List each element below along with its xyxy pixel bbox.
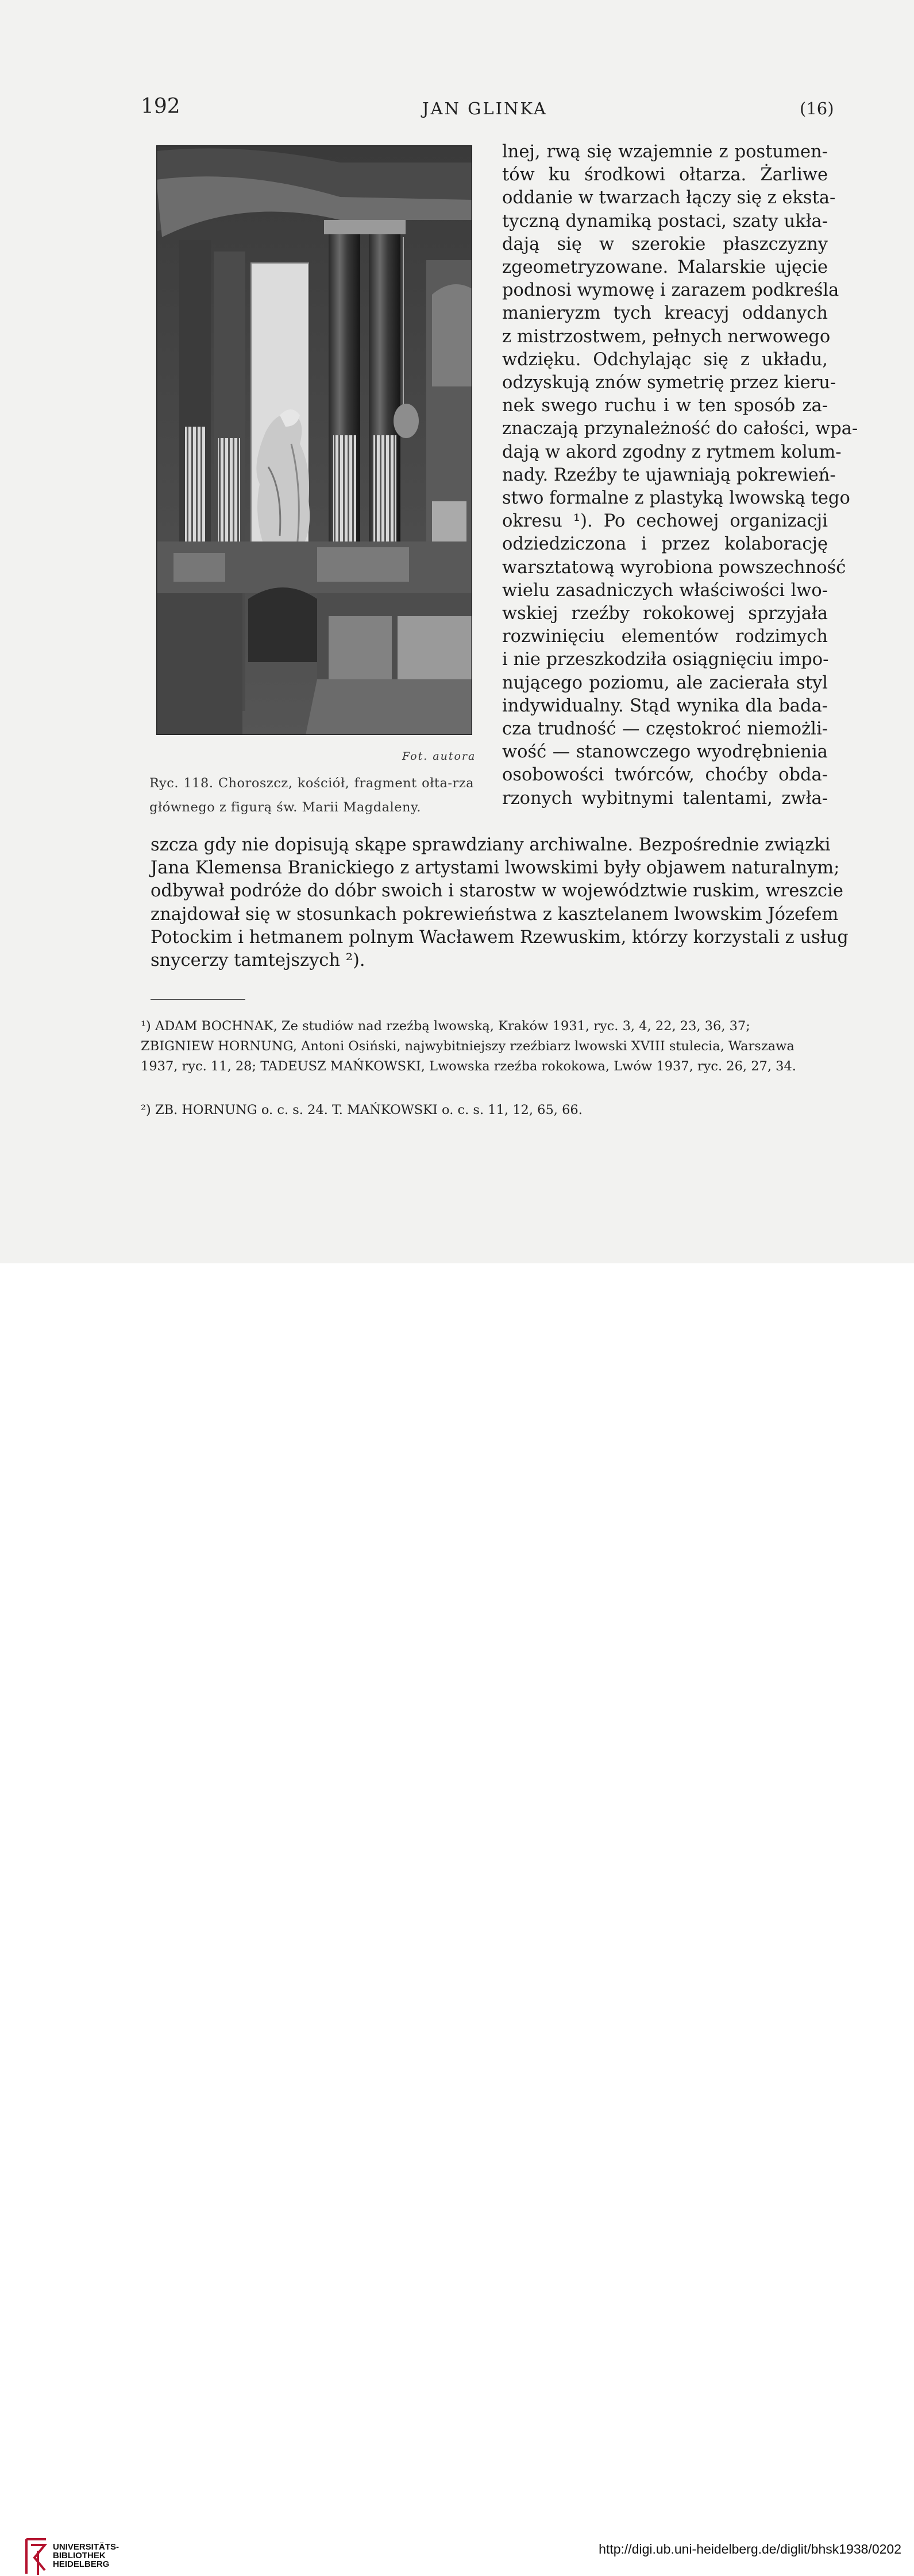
text-line: rozwinięciu elementów rodzimych bbox=[502, 626, 828, 647]
library-footer bbox=[0, 1263, 914, 2569]
library-name-line: HEIDELBERG bbox=[53, 2559, 110, 2569]
text-line: znaczają przynależność do całości, wpa- bbox=[502, 419, 858, 439]
text-line: indywidualny. Stąd wynika dla bada- bbox=[502, 695, 828, 716]
running-head-section: (16) bbox=[800, 99, 834, 118]
text-line: rzonych wybitnymi talentami, zwła- bbox=[502, 788, 828, 809]
text-line: wdzięku. Odchylając się z układu, bbox=[502, 349, 828, 370]
text-line: znajdował się w stosunkach pokrewieństwa z kasztelanem lwowskim Józefem bbox=[151, 904, 839, 925]
text-line: wość — stanowczego wyodrębnienia bbox=[502, 742, 828, 763]
figure-caption: Ryc. 118. Choroszcz, kościół, fragment ołta-rza głównego z figurą św. Marii Magdaleny. bbox=[149, 776, 474, 815]
scanned-page bbox=[0, 0, 914, 1263]
text-line: snycerzy tamtejszych ²). bbox=[151, 950, 365, 971]
text-line: dają się w szerokie płaszczyzny bbox=[502, 234, 828, 254]
library-logo-icon bbox=[23, 2537, 49, 2576]
text-line: odziedziczona i przez kolaborację bbox=[502, 534, 828, 555]
text-line: oddanie w twarzach łączy się z eksta- bbox=[502, 188, 836, 208]
permalink-url[interactable]: http://digi.ub.uni-heidelberg.de/diglit/bhsk1938/0202 bbox=[599, 2542, 901, 2556]
text-line: z mistrzostwem, pełnych nerwowego bbox=[502, 326, 831, 347]
text-line: Jana Klemensa Branickiego z artystami lwowskimi były objawem naturalnym; bbox=[151, 858, 840, 879]
text-line: osobowości twórców, choćby obda- bbox=[502, 765, 828, 786]
text-line: wielu zasadniczych właściwości lwo- bbox=[502, 580, 828, 601]
text-line: cza trudność — częstokroć niemożli- bbox=[502, 719, 828, 740]
library-name-line: BIBLIOTHEK bbox=[53, 2551, 106, 2560]
text-line: warsztatową wyrobiona powszechność bbox=[502, 557, 846, 578]
text-line: stwo formalne z plastyką lwowską tego bbox=[502, 488, 850, 509]
text-line: szcza gdy nie dopisują skąpe sprawdziany archiwalne. Bezpośrednie związki bbox=[151, 835, 831, 855]
footnote-separator bbox=[151, 999, 245, 1000]
text-line: nek swego ruchu i w ten sposób za- bbox=[502, 396, 828, 416]
text-line: dają w akord zgodny z rytmem kolum- bbox=[502, 442, 842, 462]
text-line: zgeometryzowane. Malarskie ujęcie bbox=[502, 257, 828, 278]
library-name-line: UNIVERSITÄTS- bbox=[53, 2542, 119, 2552]
footnote-2: ²) ZB. HORNUNG o. c. s. 24. T. MAŃKOWSKI o. c. s. 11, 12, 65, 66. bbox=[141, 1103, 583, 1117]
page-number: 192 bbox=[141, 95, 180, 118]
text-line: odbywał podróże do dóbr swoich i starostw w województwie ruskim, wreszcie bbox=[151, 881, 843, 902]
text-line: tyczną dynamiką postaci, szaty ukła- bbox=[502, 211, 828, 231]
footnote-1: ¹) ADAM BOCHNAK, Ze studiów nad rzeźbą lwowską, Kraków 1931, ryc. 3, 4, 22, 23, 36, 37; ZBIGNIEW HORNUNG, Antoni Osiński, najwybitniejszy rzeźbiarz lwowski XVIII stulecia, Warszawa 1937, ryc. 11, 28; TADEUSZ MAŃKOWSKI, Lwowska rzeźba rokokowa, Lwów 1937, ryc. 26, 27, 34. bbox=[141, 1019, 796, 1074]
altar-photograph bbox=[156, 145, 472, 735]
wrapped-text-column bbox=[502, 141, 858, 810]
text-line: manieryzm tych kreacyj oddanych bbox=[502, 303, 828, 324]
text-line: Potockim i hetmanem polnym Wacławem Rzewuskim, którzy korzystali z usług bbox=[151, 927, 849, 947]
text-line: podnosi wymowę i zarazem podkreśla bbox=[502, 280, 839, 301]
library-name bbox=[53, 2543, 119, 2569]
full-width-paragraph bbox=[151, 834, 849, 972]
text-line: tów ku środkowi ołtarza. Żarliwe bbox=[502, 165, 828, 185]
text-line: i nie przeszkodziła osiągnięciu impo- bbox=[502, 649, 829, 670]
text-line: okresu ¹). Po cechowej organizacji bbox=[502, 511, 828, 532]
text-line: odzyskują znów symetrię przez kieru- bbox=[502, 373, 836, 393]
text-line: lnej, rwą się wzajemnie z postumen- bbox=[502, 142, 828, 162]
text-line: wskiej rzeźby rokokowej sprzyjała bbox=[502, 604, 828, 624]
text-line: nady. Rzeźby te ujawniają pokrewień- bbox=[502, 465, 836, 485]
photo-credit: Fot. autora bbox=[402, 750, 476, 763]
running-head-author: JAN GLINKA bbox=[422, 99, 547, 118]
text-line: nującego poziomu, ale zacierała styl bbox=[502, 672, 828, 693]
